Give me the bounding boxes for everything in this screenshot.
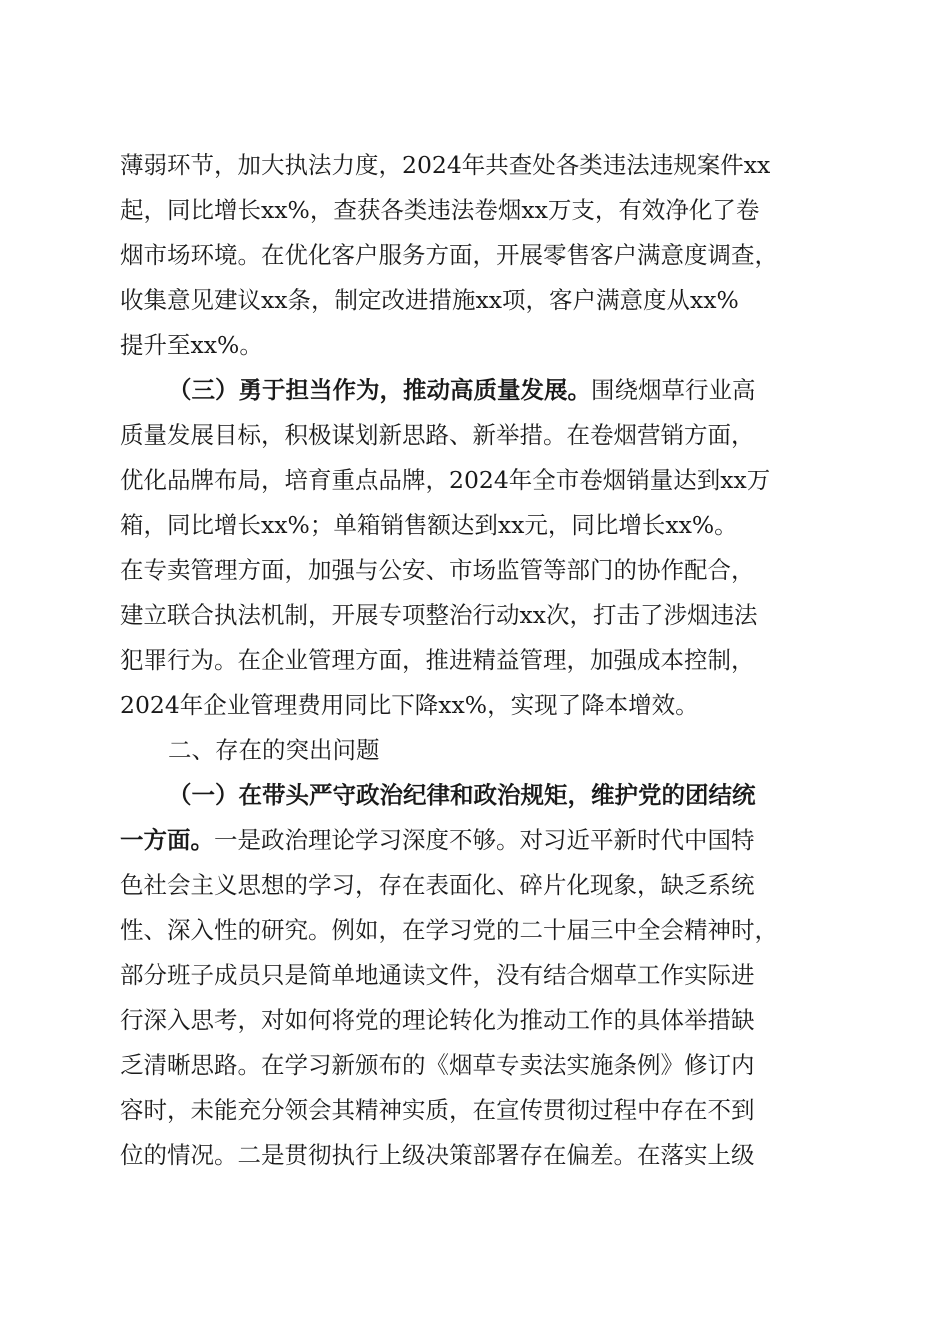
paragraph-line: 性、深入性的研究。例如，在学习党的二十届三中全会精神时， [120, 916, 778, 944]
paragraph-text: 一是政治理论学习深度不够。对习近平新时代中国特 [214, 826, 755, 854]
paragraph-line: 箱，同比增长xx%；单箱销售额达到xx元，同比增长xx%。 [120, 511, 738, 539]
subheading-one-line1: （一）在带头严守政治纪律和政治规矩，维护党的团结统 [168, 781, 756, 809]
paragraph-line [120, 820, 840, 860]
section-heading: 二、存在的突出问题 [168, 736, 380, 764]
subheading-three: （三）勇于担当作为，推动高质量发展。 [168, 376, 591, 404]
paragraph-line: 部分班子成员只是简单地通读文件，没有结合烟草工作实际进 [120, 961, 755, 989]
paragraph-line: 色社会主义思想的学习，存在表面化、碎片化现象，缺乏系统 [120, 871, 755, 899]
paragraph-text: 围绕烟草行业高 [591, 376, 756, 404]
paragraph-line: 容时，未能充分领会其精神实质，在宣传贯彻过程中存在不到 [120, 1096, 755, 1124]
paragraph-first-line [168, 370, 840, 410]
paragraph-line: 犯罪行为。在企业管理方面，推进精益管理，加强成本控制， [120, 646, 755, 674]
paragraph-line: 薄弱环节，加大执法力度，2024年共查处各类违法违规案件xx [120, 151, 771, 179]
subheading-one-line2: 一方面。 [120, 826, 214, 854]
paragraph-line: 乏清晰思路。在学习新颁布的《烟草专卖法实施条例》修订内 [120, 1051, 755, 1079]
paragraph-line: 建立联合执法机制，开展专项整治行动xx次，打击了涉烟违法 [120, 601, 758, 629]
paragraph-line: 2024年企业管理费用同比下降xx%，实现了降本增效。 [120, 691, 699, 719]
paragraph-line: 起，同比增长xx%，查获各类违法卷烟xx万支，有效净化了卷 [120, 196, 760, 224]
paragraph-line: 在专卖管理方面，加强与公安、市场监管等部门的协作配合， [120, 556, 755, 584]
paragraph-line: 质量发展目标，积极谋划新思路、新举措。在卷烟营销方面， [120, 421, 755, 449]
paragraph-line: 收集意见建议xx条，制定改进措施xx项，客户满意度从xx% [120, 286, 739, 314]
paragraph-line: 烟市场环境。在优化客户服务方面，开展零售客户满意度调查， [120, 241, 778, 269]
paragraph-line: 行深入思考，对如何将党的理论转化为推动工作的具体举措缺 [120, 1006, 755, 1034]
paragraph-line: 提升至xx%。 [120, 331, 263, 359]
paragraph-line: 优化品牌布局，培育重点品牌，2024年全市卷烟销量达到xx万 [120, 466, 771, 494]
paragraph-line: 位的情况。二是贯彻执行上级决策部署存在偏差。在落实上级 [120, 1141, 755, 1169]
